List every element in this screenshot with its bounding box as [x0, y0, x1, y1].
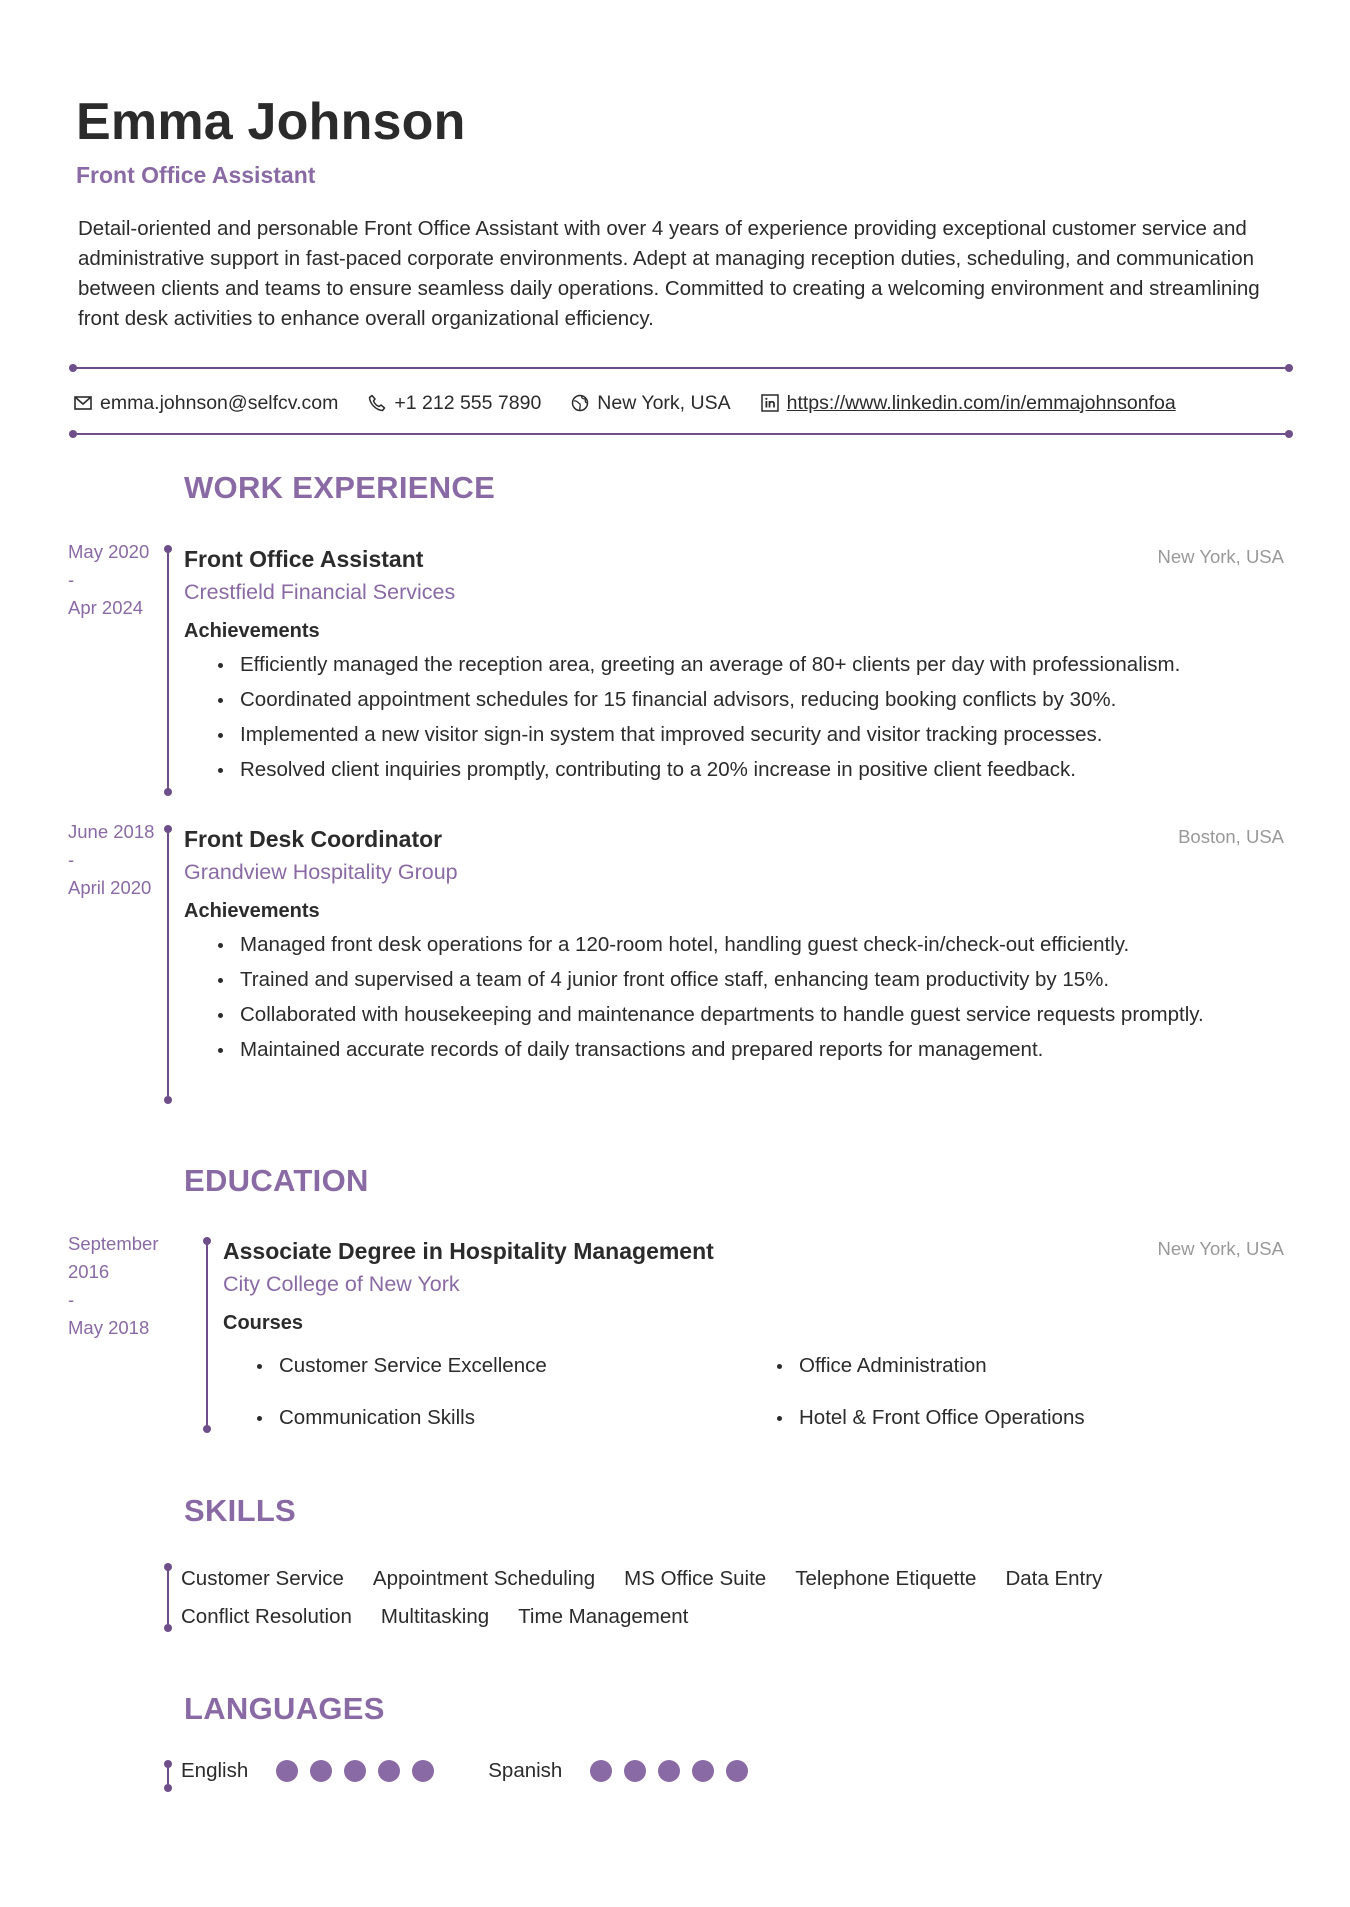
candidate-title: Front Office Assistant: [76, 162, 316, 188]
job-company: Grandview Hospitality Group: [184, 860, 458, 884]
skill-item: Conflict Resolution: [181, 1605, 352, 1628]
school-name: City College of New York: [223, 1272, 460, 1296]
section-title-languages: LANGUAGES: [184, 1691, 385, 1726]
list-item: Customer Service Excellence: [245, 1351, 765, 1381]
job-location: Boston, USA: [1178, 826, 1284, 847]
job-start-date: May 2020: [68, 541, 150, 562]
list-item: Resolved client inquiries promptly, contributing to a 20% increase in positive client feedback.: [240, 755, 1284, 785]
level-dot: [658, 1760, 680, 1782]
language-level-dots: [590, 1760, 760, 1782]
phone-text: +1 212 555 7890: [394, 391, 542, 414]
job-entry: [184, 822, 1284, 1070]
skill-item: Telephone Etiquette: [795, 1567, 977, 1590]
school-location: New York, USA: [1157, 1238, 1284, 1259]
language-name: Spanish: [488, 1759, 563, 1782]
contact-location: [571, 392, 730, 415]
achievements-list: [184, 930, 1284, 1065]
timeline-line: [167, 828, 169, 1101]
contact-rule-top: [72, 367, 1290, 369]
timeline-line: [206, 1240, 208, 1430]
level-dot: [412, 1760, 434, 1782]
candidate-name: Emma Johnson: [76, 93, 466, 151]
skill-item: Customer Service: [181, 1567, 344, 1590]
linkedin-link[interactable]: https://www.linkedin.com/in/emmajohnsonfoa: [786, 391, 1176, 414]
education-dates: [68, 1230, 159, 1342]
language-item: [181, 1759, 446, 1783]
list-item: Communication Skills: [245, 1403, 765, 1433]
skills-line: [167, 1566, 169, 1629]
level-dot: [590, 1760, 612, 1782]
job-title: Front Office Assistant: [184, 546, 424, 572]
job-start-date: June 2018: [68, 821, 155, 842]
contact-phone[interactable]: [368, 392, 541, 415]
courses-heading: Courses: [223, 1312, 304, 1334]
level-dot: [624, 1760, 646, 1782]
job-dates: [68, 538, 149, 622]
achievements-heading: Achievements: [184, 620, 320, 642]
education-entry: [223, 1234, 1284, 1338]
list-item: Implemented a new visitor sign-in system that improved security and visitor tracking processes.: [240, 720, 1284, 750]
language-level-dots: [276, 1760, 446, 1782]
level-dot: [378, 1760, 400, 1782]
contact-email[interactable]: [74, 392, 338, 415]
edu-start-month: September: [68, 1233, 159, 1254]
date-separator: -: [68, 849, 75, 870]
section-title-work: WORK EXPERIENCE: [184, 470, 496, 505]
level-dot: [344, 1760, 366, 1782]
languages-line: [167, 1763, 169, 1789]
achievements-list: [184, 650, 1284, 785]
languages-list: [181, 1759, 802, 1783]
location-text: New York, USA: [597, 391, 731, 414]
location-icon: [571, 394, 589, 412]
level-dot: [276, 1760, 298, 1782]
list-item: Efficiently managed the reception area, greeting an average of 80+ clients per day with professionalism.: [240, 650, 1284, 680]
skill-item: Data Entry: [1005, 1567, 1103, 1590]
summary: Detail-oriented and personable Front Office Assistant with over 4 years of experience providing exceptional customer service and administrative support in fast-paced corporate environments. Adept at managing reception duties, scheduling, and communication between clients and teams to ensure seamless daily operations. Committed to creating a welcoming environment and streamlining front desk activities to enhance overall organizational efficiency.: [78, 217, 1260, 330]
mail-icon: [74, 396, 92, 410]
skills-list: [181, 1560, 1281, 1636]
list-item: Maintained accurate records of daily transactions and prepared reports for management.: [240, 1035, 1284, 1065]
job-dates: [68, 818, 154, 902]
list-item: Office Administration: [765, 1351, 1285, 1381]
contact-bar: [74, 388, 1294, 418]
section-title-education: EDUCATION: [184, 1163, 369, 1198]
list-item: Managed front desk operations for a 120-room hotel, handling guest check-in/check-out efficiently.: [240, 930, 1284, 960]
section-title-skills: SKILLS: [184, 1493, 297, 1528]
list-item: Coordinated appointment schedules for 15 financial advisors, reducing booking conflicts by 30%.: [240, 685, 1284, 715]
date-separator: -: [68, 569, 75, 590]
job-end-date: April 2020: [68, 877, 152, 898]
job-location: New York, USA: [1157, 546, 1284, 567]
timeline-line: [167, 548, 169, 793]
edu-start-year: 2016: [68, 1261, 110, 1282]
list-item: Collaborated with housekeeping and maintenance departments to handle guest service requests promptly.: [240, 1000, 1284, 1030]
job-end-date: Apr 2024: [68, 597, 144, 618]
edu-end-date: May 2018: [68, 1317, 150, 1338]
achievements-heading: Achievements: [184, 900, 320, 922]
contact-rule-bottom: [72, 433, 1290, 435]
language-item: [488, 1759, 760, 1783]
level-dot: [726, 1760, 748, 1782]
language-name: English: [181, 1759, 249, 1782]
degree-title: Associate Degree in Hospitality Management: [223, 1238, 714, 1264]
phone-icon: [368, 394, 386, 412]
date-separator: -: [68, 1289, 75, 1310]
job-company: Crestfield Financial Services: [184, 580, 456, 604]
skill-item: MS Office Suite: [624, 1567, 767, 1590]
job-title: Front Desk Coordinator: [184, 826, 443, 852]
skill-item: Multitasking: [380, 1605, 490, 1628]
skill-item: Time Management: [518, 1605, 689, 1628]
level-dot: [310, 1760, 332, 1782]
courses-list: [245, 1351, 1285, 1433]
email-text: emma.johnson@selfcv.com: [100, 391, 339, 414]
list-item: Hotel & Front Office Operations: [765, 1403, 1285, 1433]
skill-item: Appointment Scheduling: [372, 1567, 596, 1590]
linkedin-icon: [761, 394, 779, 412]
level-dot: [692, 1760, 714, 1782]
job-entry: [184, 542, 1284, 790]
list-item: Trained and supervised a team of 4 junior front office staff, enhancing team productivity by 15%.: [240, 965, 1284, 995]
contact-linkedin[interactable]: [761, 392, 1176, 415]
